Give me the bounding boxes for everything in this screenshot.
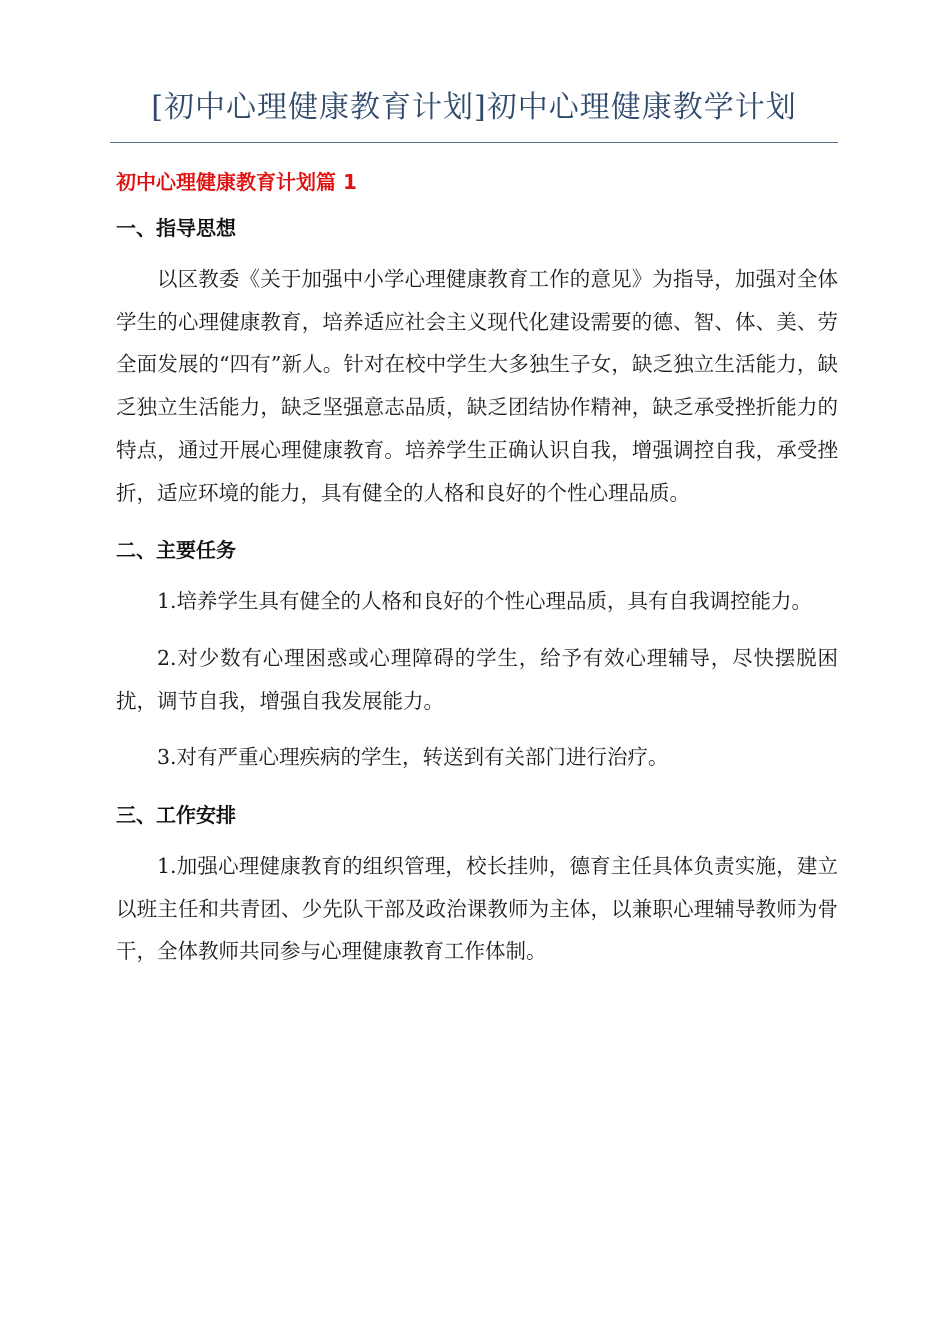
- title-divider: [110, 142, 838, 143]
- section-heading: 二、主要任务: [116, 538, 236, 563]
- paragraph: 1.培养学生具有健全的人格和良好的个性心理品质，具有自我调控能力。: [157, 589, 813, 614]
- paragraph: 以区教委《关于加强中小学心理健康教育工作的意见》为指导，加强对全体学生的心理健康教育，培养适应社会主义现代化建设需要的德、智、体、美、劳全面发展的“四有”新人。针对在校中学生大多独生子女，缺乏独立生活能力，缺乏独立生活能力，缺乏坚强意志品质，缺乏团结协作精神，缺乏承受挫折能力的特点，通过开展心理健康教育。培养学生正确认识自我，增强调控自我，承受挫折，适应环境的能力，具有健全的人格和良好的个性心理品质。: [116, 267, 838, 505]
- document-subtitle: 初中心理健康教育计划篇 1: [116, 170, 357, 194]
- section-guiding-ideology: [116, 210, 838, 514]
- section-work-arrangement: [116, 797, 838, 973]
- document-title: [初中心理健康教育计划]初中心理健康教学计划: [151, 90, 797, 125]
- document-body: [116, 164, 838, 987]
- paragraph: 3.对有严重心理疾病的学生，转送到有关部门进行治疗。: [157, 745, 669, 770]
- paragraph: 1.加强心理健康教育的组织管理，校长挂帅，德育主任具体负责实施，建立以班主任和共青团、少先队干部及政治课教师为主体，以兼职心理辅导教师为骨干，全体教师共同参与心理健康教育工作体制。: [116, 854, 838, 964]
- section-main-tasks: [116, 532, 838, 779]
- paragraph: 2.对少数有心理困惑或心理障碍的学生，给予有效心理辅导，尽快摆脱困扰，调节自我，增强自我发展能力。: [116, 645, 838, 713]
- section-heading: 一、指导思想: [116, 216, 236, 240]
- section-heading: 三、工作安排: [116, 803, 236, 828]
